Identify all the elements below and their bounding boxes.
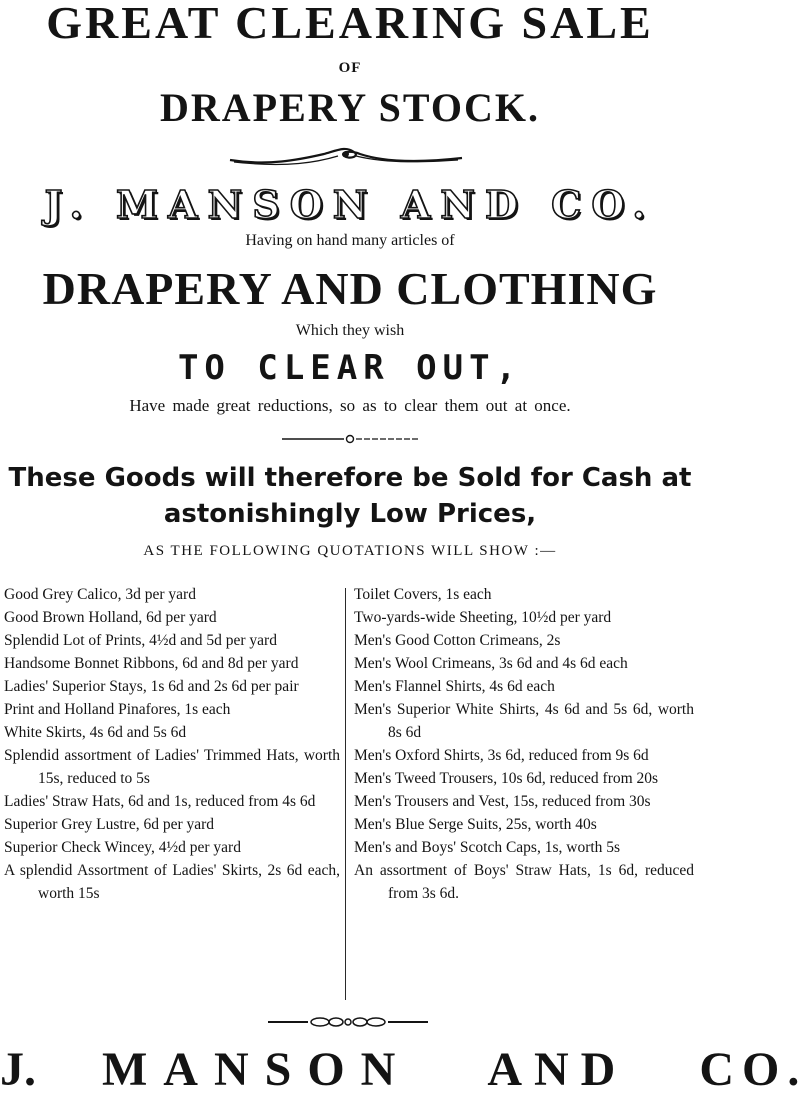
quotations-heading: AS THE FOLLOWING QUOTATIONS WILL SHOW :— bbox=[143, 543, 557, 559]
reductions-text: Have made great reductions, so as to clear them out at once. bbox=[129, 396, 571, 415]
list-item: Men's Trousers and Vest, 15s, reduced from 30s bbox=[354, 793, 651, 810]
list-item: Print and Holland Pinafores, 1s each bbox=[4, 701, 231, 718]
footer-word-co: CO. bbox=[699, 1043, 807, 1096]
list-item: Superior Grey Lustre, 6d per yard bbox=[4, 816, 215, 833]
headline-of: OF bbox=[338, 60, 362, 76]
list-item: Two-yards-wide Sheeting, 10½d per yard bbox=[354, 609, 612, 626]
pitch-headline bbox=[0, 460, 700, 532]
footer-company-name bbox=[0, 1040, 807, 1100]
list-item: Men's Tweed Trousers, 10s 6d, reduced from 20s bbox=[354, 770, 659, 787]
intro-having-text: Having on hand many articles of bbox=[245, 232, 455, 249]
footer-word-manson: MANSON bbox=[102, 1043, 412, 1096]
price-list-right bbox=[354, 583, 694, 905]
list-item: White Skirts, 4s 6d and 5s 6d bbox=[4, 724, 187, 741]
intro-which-text: Which they wish bbox=[295, 322, 405, 339]
headline-drapery-stock: DRAPERY STOCK. bbox=[160, 85, 540, 130]
list-item: Ladies' Straw Hats, 6d and 1s, reduced from 4s 6d bbox=[4, 793, 316, 810]
pitch-line-2: astonishingly Low Prices, bbox=[163, 499, 537, 529]
price-list-left bbox=[4, 583, 340, 905]
pitch-line-1: These Goods will therefore be Sold for Cash at bbox=[8, 463, 692, 493]
footer-word-and: AND bbox=[487, 1043, 628, 1096]
divider-rule-icon bbox=[282, 430, 422, 446]
list-item: An assortment of Boys' Straw Hats, 1s 6d, reduced from 3s 6d. bbox=[354, 862, 694, 902]
list-item: Men's Superior White Shirts, 4s 6d and 5s 6d, worth 8s 6d bbox=[354, 701, 694, 741]
list-item: Splendid assortment of Ladies' Trimmed Hats, worth 15s, reduced to 5s bbox=[4, 747, 340, 787]
list-item: Handsome Bonnet Ribbons, 6d and 8d per yard bbox=[4, 655, 299, 672]
list-item: Superior Check Wincey, 4½d per yard bbox=[4, 839, 241, 856]
list-item: Men's Wool Crimeans, 3s 6d and 4s 6d each bbox=[354, 655, 628, 672]
column-divider bbox=[345, 588, 346, 1000]
list-item: Men's Oxford Shirts, 3s 6d, reduced from 9s 6d bbox=[354, 747, 649, 764]
list-item: A splendid Assortment of Ladies' Skirts, 2s 6d each, worth 15s bbox=[4, 862, 340, 902]
list-item: Men's and Boys' Scotch Caps, 1s, worth 5s bbox=[354, 839, 621, 856]
list-item: Good Grey Calico, 3d per yard bbox=[4, 586, 196, 603]
headline-drapery-and-clothing: DRAPERY AND CLOTHING bbox=[42, 263, 658, 314]
headline-to-clear-out: TO CLEAR OUT, bbox=[177, 348, 523, 388]
list-item: Men's Flannel Shirts, 4s 6d each bbox=[354, 678, 555, 695]
list-item: Ladies' Superior Stays, 1s 6d and 2s 6d per pair bbox=[4, 678, 299, 695]
headline-great-clearing-sale: GREAT CLEARING SALE bbox=[46, 0, 654, 48]
chain-ornament-icon bbox=[268, 1014, 428, 1030]
footer-word-j: J. bbox=[0, 1043, 36, 1096]
list-item: Men's Blue Serge Suits, 25s, worth 40s bbox=[354, 816, 597, 833]
list-item: Toilet Covers, 1s each bbox=[354, 586, 492, 603]
ornament-swirl-icon bbox=[228, 142, 464, 168]
list-item: Splendid Lot of Prints, 4½d and 5d per yard bbox=[4, 632, 277, 649]
list-item: Men's Good Cotton Crimeans, 2s bbox=[354, 632, 561, 649]
list-item: Good Brown Holland, 6d per yard bbox=[4, 609, 217, 626]
company-name-ornate: J. MANSON AND CO. bbox=[44, 182, 656, 227]
